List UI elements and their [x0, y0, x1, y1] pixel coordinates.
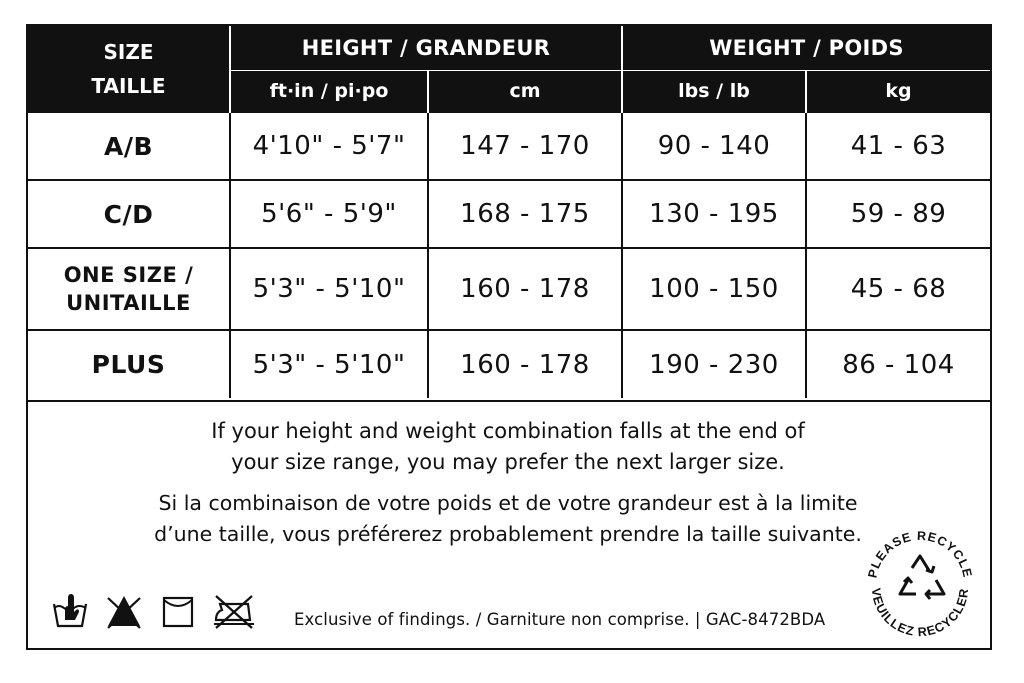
size-cell — [28, 248, 230, 330]
weight-kg-cell: 41 - 63 — [806, 112, 990, 180]
unit-header-cm: cm — [428, 71, 622, 113]
unit-header-lbs: lbs / lb — [622, 71, 806, 113]
height-cm-cell: 160 - 178 — [428, 248, 622, 330]
size-cell-line2: UNITAILLE — [66, 291, 191, 315]
recycle-top-text: PLEASE RECYCLE — [865, 528, 975, 580]
size-header-line2: TAILLE — [91, 73, 166, 98]
weight-lbs-cell: 100 - 150 — [622, 248, 806, 330]
line-dry-icon — [158, 590, 198, 630]
height-cm-cell: 160 - 178 — [428, 330, 622, 398]
recycle-bottom-text: VEUILLEZ RECYCLER — [868, 587, 972, 640]
notes-section — [28, 400, 990, 546]
weight-kg-cell: 59 - 89 — [806, 180, 990, 248]
height-ftin-cell: 5'3" - 5'10" — [230, 248, 428, 330]
care-icons — [50, 590, 256, 630]
unit-header-kg: kg — [806, 71, 990, 113]
no-bleach-icon — [104, 590, 144, 630]
recycle-arrows-icon — [900, 556, 944, 599]
findings-note: Exclusive of findings. / Garniture non comprise. | GAC-8472BDA — [294, 610, 826, 629]
size-column-header — [28, 26, 230, 112]
size-header-line1: SIZE — [103, 39, 154, 64]
size-table — [28, 26, 990, 398]
table-row — [28, 180, 990, 248]
weight-lbs-cell: 190 - 230 — [622, 330, 806, 398]
weight-lbs-cell: 130 - 195 — [622, 180, 806, 248]
weight-kg-cell: 45 - 68 — [806, 248, 990, 330]
size-cell-line1: ONE SIZE / — [63, 263, 194, 287]
height-ftin-cell: 4'10" - 5'7" — [230, 112, 428, 180]
height-ftin-cell: 5'6" - 5'9" — [230, 180, 428, 248]
size-cell: PLUS — [28, 330, 230, 398]
recycle-badge — [860, 522, 980, 642]
height-ftin-cell: 5'3" - 5'10" — [230, 330, 428, 398]
french-size-note: Si la combinaison de votre poids et de votre grandeur est à la limite d’une taille, vous préférerez probablement prendre la taille suivante. — [154, 491, 862, 546]
size-cell: A/B — [28, 112, 230, 180]
height-cm-cell: 168 - 175 — [428, 180, 622, 248]
english-size-note: If your height and weight combination falls at the end of your size range, you may prefer the next larger size. — [211, 419, 805, 474]
table-row — [28, 330, 990, 398]
weight-kg-cell: 86 - 104 — [806, 330, 990, 398]
hand-wash-icon — [50, 590, 90, 630]
table-header — [28, 26, 990, 112]
height-cm-cell: 147 - 170 — [428, 112, 622, 180]
table-row — [28, 248, 990, 330]
do-not-iron-icon — [212, 590, 256, 630]
height-column-header: HEIGHT / GRANDEUR — [230, 26, 622, 71]
table-row — [28, 112, 990, 180]
unit-header-ftin: ft·in / pi·po — [230, 71, 428, 113]
size-chart-card — [26, 24, 992, 650]
size-cell: C/D — [28, 180, 230, 248]
weight-column-header: WEIGHT / POIDS — [622, 26, 990, 71]
weight-lbs-cell: 90 - 140 — [622, 112, 806, 180]
